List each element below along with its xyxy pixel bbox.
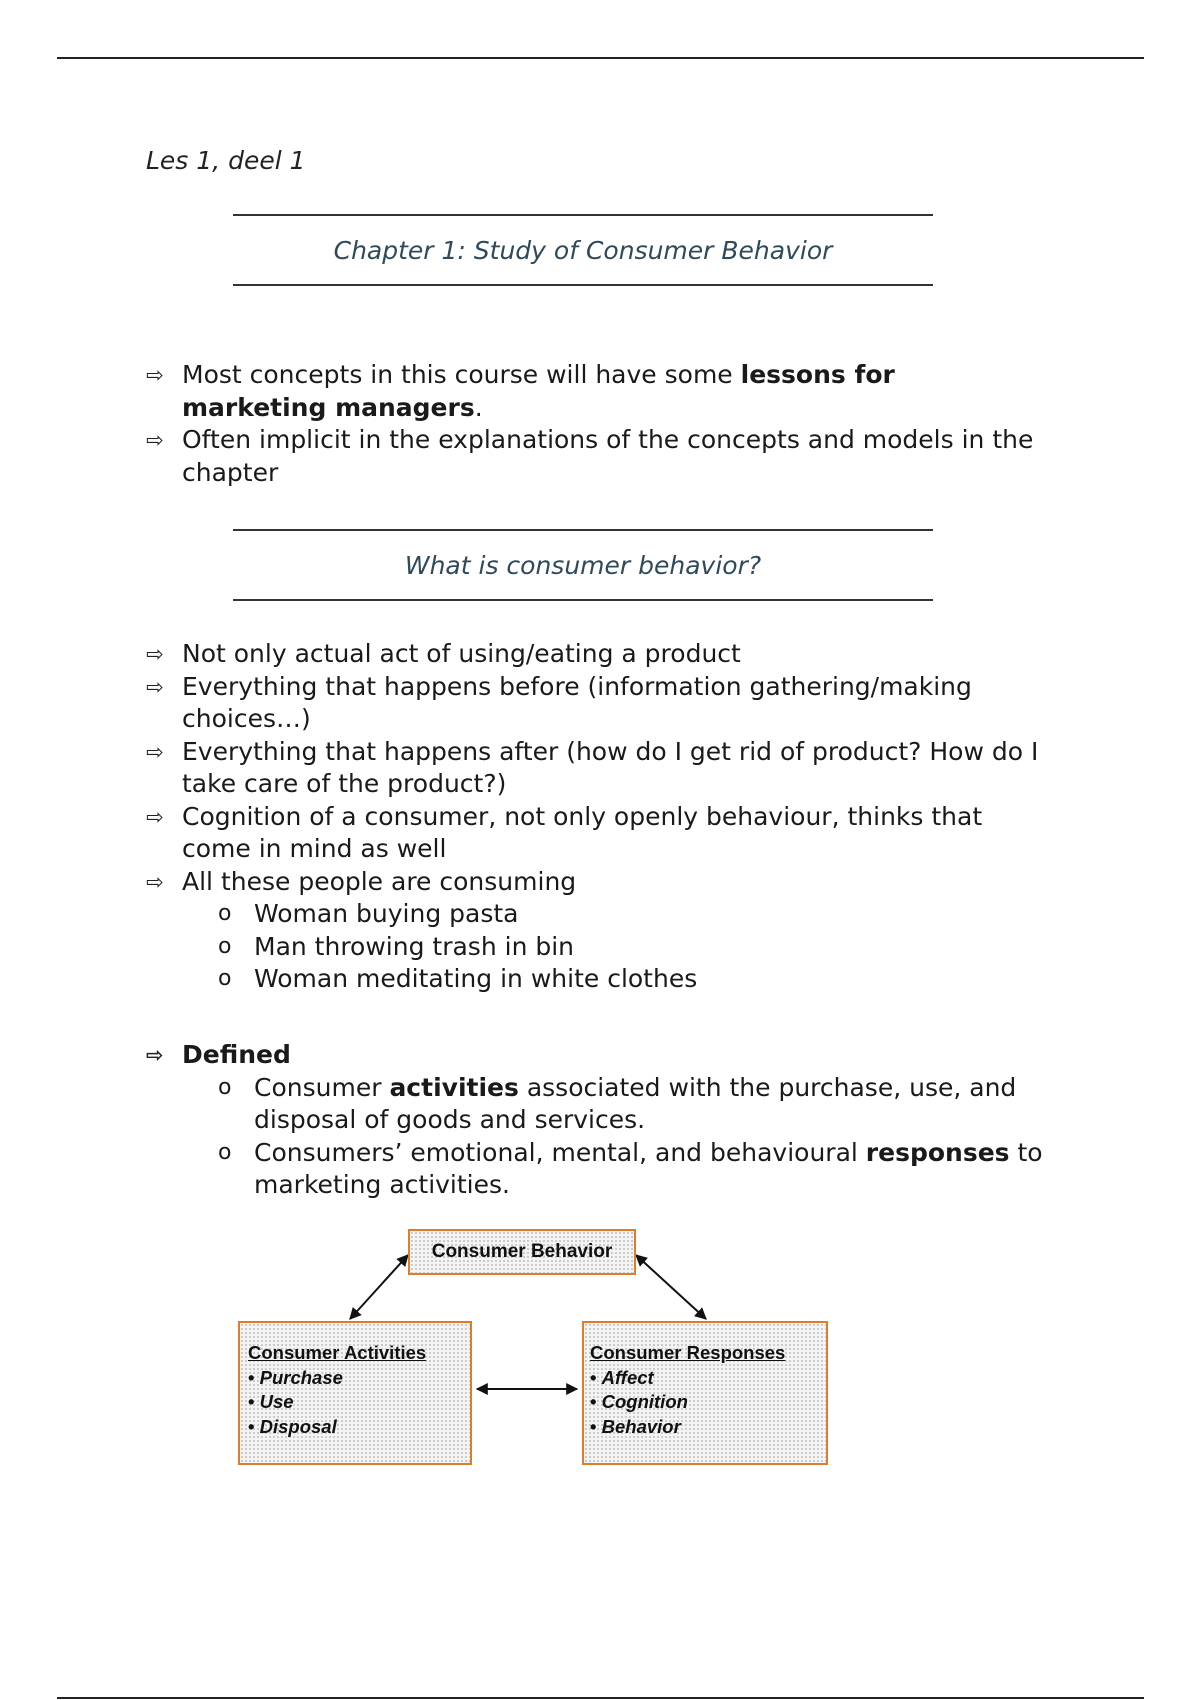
arrow-bullet-icon: ⇨ [146, 869, 164, 894]
responses-item-text: Affect [601, 1366, 654, 1388]
bullet-text: Most concepts in this course will have some [182, 360, 741, 389]
bullet-item [146, 866, 1046, 899]
diagram-bullet: • [590, 1366, 597, 1388]
activities-item [248, 1366, 470, 1391]
section-heading: What is consumer behavior? [404, 550, 762, 580]
responses-item-text: Behavior [601, 1415, 681, 1437]
sub-bullet-item [146, 931, 1046, 964]
activities-item-text: Disposal [259, 1415, 337, 1437]
bullet-item [146, 671, 1046, 736]
sub-bullet-item [146, 1072, 1046, 1137]
responses-item [590, 1415, 826, 1440]
definition-title: Defined [182, 1040, 291, 1069]
sub-bullet-bold-text: responses [865, 1137, 1010, 1167]
chapter-heading-box [233, 214, 933, 286]
sub-bullet-text: Man throwing trash in bin [254, 931, 575, 961]
bullet-text: Everything that happens after (how do I get rid of product? How do I take care of the product?) [182, 736, 1039, 798]
consumer-behavior-label: Consumer Behavior [431, 1241, 613, 1262]
arrow-bullet-icon: ⇨ [146, 642, 164, 666]
arrow-bullet-icon: ⇨ [146, 428, 164, 452]
bullet-text: . [474, 392, 483, 422]
activities-item [248, 1415, 470, 1440]
circle-bullet-icon: o [218, 1074, 232, 1100]
arrow-bullet-icon: ⇨ [146, 1043, 164, 1067]
sub-bullet-text: Woman meditating in white clothes [254, 964, 698, 993]
sub-bullet-item [146, 898, 1046, 931]
bullet-text: Not only actual act of using/eating a product [182, 639, 741, 668]
responses-title: Consumer Responses [590, 1342, 786, 1363]
diagram-bullet: • [590, 1415, 597, 1437]
sub-bullet-item [146, 963, 1046, 996]
bullet-text: All these people are consuming [182, 866, 577, 896]
lesson-subtitle: Les 1, deel 1 [146, 146, 306, 175]
bullet-item [146, 359, 1046, 424]
sub-bullet-bold-text: activities [389, 1072, 519, 1102]
circle-bullet-icon: o [218, 966, 232, 991]
page-bottom-rule [57, 1697, 1144, 1699]
activities-title: Consumer Activities [248, 1342, 427, 1363]
chapter-heading: Chapter 1: Study of Consumer Behavior [333, 235, 833, 265]
sub-bullet-text: to marketing activities. [254, 1137, 1043, 1199]
arrow-bullet-icon: ⇨ [146, 363, 164, 387]
bullet-item [146, 1039, 1046, 1072]
arrow-to-activities [350, 1255, 408, 1319]
activities-item-text: Purchase [259, 1366, 343, 1388]
sub-bullet-text: Woman buying pasta [254, 899, 519, 928]
responses-item-text: Cognition [601, 1391, 688, 1412]
activities-item [248, 1390, 470, 1415]
bullet-item [146, 424, 1046, 489]
responses-item [590, 1366, 826, 1391]
consumer-activities-box [238, 1321, 472, 1465]
arrow-bullet-icon: ⇨ [146, 674, 164, 699]
diagram-bullet: • [248, 1415, 255, 1437]
consuming-examples [146, 898, 1046, 996]
consumer-behavior-box [408, 1229, 636, 1275]
responses-item [590, 1390, 826, 1415]
bullet-text: Everything that happens before (information gathering/making choices…) [182, 671, 972, 733]
section-heading-box [233, 529, 933, 601]
bullet-text: Often implicit in the explanations of the concepts and models in the chapter [182, 425, 1034, 487]
intro-bullets [146, 359, 1046, 489]
definition-block [146, 1039, 1046, 1202]
consumer-behavior-bullets [146, 638, 1046, 996]
arrow-to-responses [636, 1255, 706, 1319]
activities-item-text: Use [259, 1391, 294, 1412]
consumer-behavior-diagram [220, 1215, 830, 1475]
diagram-bullet: • [248, 1391, 255, 1412]
bullet-item [146, 638, 1046, 671]
bullet-bold-text: lessons for marketing managers [182, 360, 895, 422]
bullet-item [146, 736, 1046, 801]
arrow-bullet-icon: ⇨ [146, 739, 164, 764]
sub-bullet-text: Consumer [254, 1072, 390, 1102]
circle-bullet-icon: o [218, 933, 232, 959]
sub-bullet-item [146, 1137, 1046, 1202]
circle-bullet-icon: o [218, 1139, 232, 1165]
sub-bullet-text: associated with the purchase, use, and disposal of goods and services. [254, 1072, 1017, 1134]
page-top-rule [57, 57, 1144, 59]
diagram-bullet: • [590, 1391, 597, 1412]
consumer-responses-box [582, 1321, 828, 1465]
circle-bullet-icon: o [218, 901, 232, 926]
sub-bullet-text: Consumers’ emotional, mental, and behavioural [254, 1137, 866, 1167]
arrow-bullet-icon: ⇨ [146, 804, 164, 829]
bullet-item [146, 801, 1046, 866]
bullet-text: Cognition of a consumer, not only openly behaviour, thinks that come in mind as well [182, 801, 983, 863]
diagram-bullet: • [248, 1366, 255, 1388]
